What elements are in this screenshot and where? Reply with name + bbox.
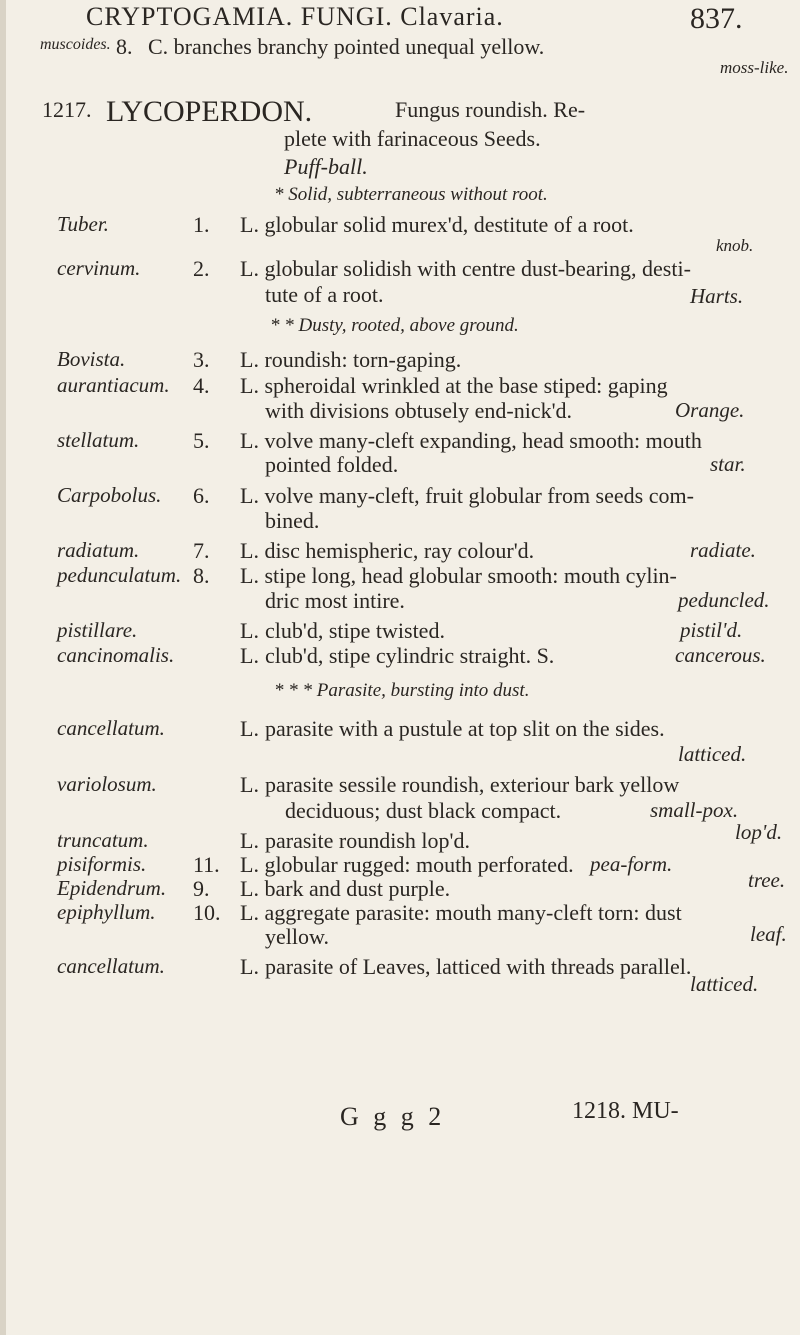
species-description-cont: deciduous; dust black compact. <box>285 798 562 823</box>
species-description: parasite sessile roundish, exteriour bark yellow <box>265 772 680 797</box>
english-name: Orange. <box>675 398 745 422</box>
english-name: knob. <box>716 236 754 255</box>
english-name: star. <box>710 452 746 476</box>
species-name: cancinomalis. <box>57 643 175 667</box>
species-number: 11. <box>193 852 220 877</box>
english-name: peduncled. <box>678 588 770 612</box>
species-number: 3. <box>193 347 210 372</box>
species-letter: L. <box>240 643 259 668</box>
catchword: 1218. MU- <box>572 1098 679 1124</box>
species-name: cancellatum. <box>57 954 165 978</box>
english-name: pea-form. <box>590 852 673 876</box>
species-number: 6. <box>193 483 210 508</box>
species-name: stellatum. <box>57 428 140 452</box>
species-description: L. volve many-cleft expanding, head smooth: mouth <box>240 428 702 453</box>
english-name: Harts. <box>690 284 744 308</box>
species-description-cont: bined. <box>265 508 320 533</box>
english-name: leaf. <box>750 922 787 946</box>
genus-english: Puff-ball. <box>284 154 368 179</box>
genus-number: 1217. <box>42 97 92 122</box>
page-number: 837. <box>690 2 743 35</box>
species-name: Bovista. <box>57 347 126 371</box>
species-number: 1. <box>193 212 210 237</box>
english-name: pistil'd. <box>680 618 743 642</box>
species-name: pedunculatum. <box>57 563 182 587</box>
species-description-cont: dric most intire. <box>265 588 405 613</box>
genus-description: Fungus roundish. Re- <box>395 97 586 122</box>
species-description-cont: yellow. <box>265 924 329 949</box>
species-name: pistillare. <box>57 618 138 642</box>
entry-number: 8. <box>116 34 133 59</box>
species-letter: L. <box>240 954 259 979</box>
species-name: Tuber. <box>57 212 109 236</box>
species-description: parasite of Leaves, latticed with threads parallel. <box>265 954 692 979</box>
english-name: latticed. <box>678 742 747 766</box>
species-description: parasite with a pustule at top slit on the sides. <box>265 716 665 741</box>
species-name: Epidendrum. <box>57 876 167 900</box>
english-name: tree. <box>748 868 786 892</box>
species-description: parasite roundish lop'd. <box>265 828 470 853</box>
species-number: 5. <box>193 428 210 453</box>
species-description: L. disc hemispheric, ray colour'd. <box>240 538 535 563</box>
species-number: 9. <box>193 876 210 901</box>
species-description: L. globular rugged: mouth perforated. <box>240 852 574 877</box>
page-gutter <box>0 0 6 1335</box>
running-head: CRYPTOGAMIA. FUNGI. Clavaria. <box>86 2 504 31</box>
species-name: Carpobolus. <box>57 483 162 507</box>
english-name: lop'd. <box>735 820 783 844</box>
section-heading-1: * Solid, subterraneous without root. <box>274 184 548 205</box>
margin-genus: muscoides. <box>40 36 111 53</box>
english-name: small-pox. <box>650 798 739 822</box>
english-name: moss-like. <box>720 58 789 77</box>
species-number: 8. <box>193 563 210 588</box>
signature-mark: G g g 2 <box>340 1102 446 1131</box>
species-description: L. bark and dust purple. <box>240 876 451 901</box>
english-name: latticed. <box>690 972 759 996</box>
species-description: club'd, stipe cylindric straight. S. <box>265 643 555 668</box>
species-description: club'd, stipe twisted. <box>265 618 445 643</box>
species-description: L. spheroidal wrinkled at the base stiped: gaping <box>240 373 668 398</box>
species-letter: L. <box>240 618 259 643</box>
english-name: radiate. <box>690 538 756 562</box>
species-name: cancellatum. <box>57 716 165 740</box>
species-number: 4. <box>193 373 210 398</box>
section-heading-2: * * Dusty, rooted, above ground. <box>270 315 519 336</box>
genus-description-2: plete with farinaceous Seeds. <box>284 126 541 151</box>
section-heading-3: * * * Parasite, bursting into dust. <box>274 680 530 701</box>
species-name: variolosum. <box>57 772 157 796</box>
species-name: epiphyllum. <box>57 900 156 924</box>
species-name: pisiformis. <box>57 852 147 876</box>
species-number: 2. <box>193 256 210 281</box>
species-letter: L. <box>240 772 259 797</box>
species-name: truncatum. <box>57 828 149 852</box>
species-number: 7. <box>193 538 210 563</box>
genus-name: LYCOPERDON. <box>106 95 313 128</box>
species-number: 10. <box>193 900 221 925</box>
species-description: L. roundish: torn-gaping. <box>240 347 462 372</box>
english-name: cancerous. <box>675 643 766 667</box>
species-description: L. globular solidish with centre dust-bearing, desti- <box>240 256 691 281</box>
species-description: L. stipe long, head globular smooth: mouth cylin- <box>240 563 677 588</box>
species-description: L. aggregate parasite: mouth many-cleft torn: dust <box>240 900 682 925</box>
species-description-cont: tute of a root. <box>265 282 384 307</box>
species-description: L. globular solid murex'd, destitute of a root. <box>240 212 634 237</box>
species-description-cont: with divisions obtusely end-nick'd. <box>265 398 573 423</box>
species-description-cont: pointed folded. <box>265 452 399 477</box>
species-name: aurantiacum. <box>57 373 170 397</box>
species-name: cervinum. <box>57 256 141 280</box>
species-letter: L. <box>240 828 259 853</box>
species-name: radiatum. <box>57 538 140 562</box>
entry-text: C. branches branchy pointed unequal yellow. <box>148 34 545 59</box>
species-description: L. volve many-cleft, fruit globular from seeds com- <box>240 483 694 508</box>
species-letter: L. <box>240 716 259 741</box>
